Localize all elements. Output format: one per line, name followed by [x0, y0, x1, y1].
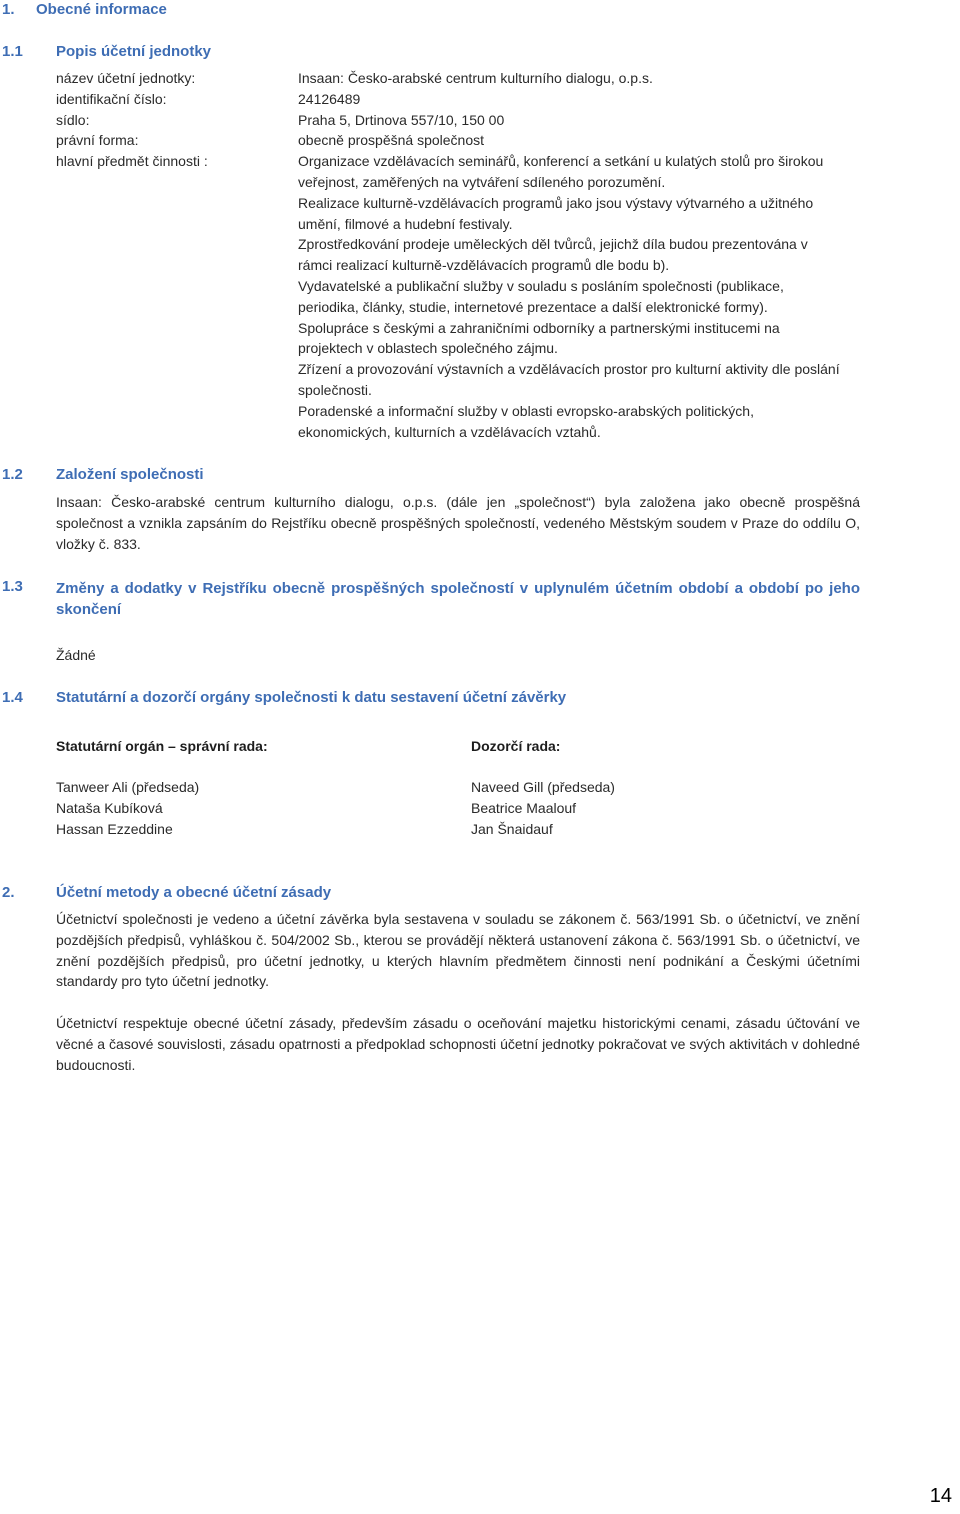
section-2-heading	[2, 884, 502, 904]
supervisory-board-title: Dozorčí rada:	[471, 738, 561, 754]
info-value	[298, 110, 868, 131]
section-number: 1.1	[2, 43, 23, 60]
activity-item: Vydavatelské a publikační služby v souladu s posláním společnosti (publikace, periodika, články, studie, internetové prezentace a další elektronické formy).	[298, 277, 784, 315]
statutory-members	[56, 777, 268, 839]
section-number: 1.4	[2, 689, 23, 706]
member-name: Naveed Gill (předseda)	[471, 779, 615, 795]
info-row-id	[56, 89, 876, 110]
section-number: 1.2	[2, 466, 23, 483]
activity-item: Realizace kulturně-vzdělávacích programů jako jsou výstavy výtvarného a užitného umění, filmové a hudební festivaly.	[298, 194, 814, 232]
section-title: Založení společnosti	[56, 466, 204, 483]
info-label: identifikační číslo:	[56, 90, 167, 107]
section-number: 1.	[2, 1, 15, 18]
member-name: Tanweer Ali (předseda)	[56, 779, 200, 795]
entity-info-table	[56, 68, 876, 442]
section-1-2-heading	[2, 466, 402, 486]
section-title: Účetní metody a obecné účetní zásady	[56, 884, 332, 901]
supervisory-board	[471, 736, 615, 839]
info-row-seat	[56, 110, 876, 131]
info-label: právní forma:	[56, 132, 139, 149]
member-name: Hassan Ezzeddine	[56, 820, 173, 837]
activity-item: Organizace vzdělávacích seminářů, konferencí a setkání u kulatých stolů pro širokou veřejnost, zaměřených na vytváření sdíleného porozumění.	[298, 153, 824, 190]
info-value	[298, 130, 868, 151]
section-1-3-heading	[2, 578, 862, 622]
statutory-body	[56, 736, 268, 839]
info-row-main-activity	[56, 151, 876, 442]
section-title: Popis účetní jednotky	[56, 43, 212, 60]
accounting-principles-paragraph: Účetnictví respektuje obecné účetní zásady, především zásadu o oceňování majetku historickými cenami, zásadu účtování ve věcné a časové souvislosti, zásadu opatrnosti a předpoklad schopnosti účetní jednotky pokračovat ve svých aktivitách v dohledné budoucnosti.	[56, 1015, 860, 1073]
page-number: 14	[929, 1485, 952, 1507]
info-value-line: obecně prospěšná společnost	[298, 132, 485, 149]
info-row-name	[56, 68, 876, 89]
activity-item: Zprostředkování prodeje uměleckých děl tvůrců, jejichž díla budou prezentována v rámci realizací kulturně-vzdělávacích programů dle bodu b).	[298, 236, 808, 274]
info-value-line: Insaan: Česko-arabské centrum kulturního dialogu, o.p.s.	[298, 70, 653, 86]
changes-text: Žádné	[56, 647, 96, 663]
activity-item: Poradenské a informační služby v oblasti evropsko-arabských politických, ekonomických, kulturních a vzdělávacích vztahů.	[298, 402, 754, 440]
section-1-1-heading	[2, 43, 402, 63]
section-1-4-heading	[2, 689, 702, 709]
info-value	[298, 68, 868, 89]
member-name: Jan Šnaidauf	[471, 820, 553, 837]
info-row-legal-form	[56, 130, 876, 151]
section-number: 2.	[2, 884, 15, 901]
supervisory-members	[471, 777, 615, 839]
section-title: Obecné informace	[36, 1, 167, 18]
member-name: Nataša Kubíková	[56, 799, 163, 816]
info-value-line: 24126489	[298, 90, 361, 107]
founding-paragraph: Insaan: Česko-arabské centrum kulturního dialogu, o.p.s. (dále jen „společnost“) byla založena jako obecně prospěšná společnost a vznikla zapsáním do Rejstříku obecně prospěšných společností, vedeného Městským soudem v Praze do oddílu O, vložky č. 833.	[56, 494, 860, 552]
info-value	[298, 89, 868, 110]
section-number: 1.3	[2, 578, 23, 595]
member-name: Beatrice Maalouf	[471, 799, 577, 816]
info-label: sídlo:	[56, 111, 90, 128]
statutory-body-title: Statutární orgán – správní rada:	[56, 738, 268, 754]
activity-item: Spolupráce s českými a zahraničními odborníky a partnerskými institucemi na projektech v oblastech společného zájmu.	[298, 319, 780, 357]
section-title: Změny a dodatky v Rejstříku obecně prospěšných společností v uplynulém účetním období a období po jeho skončení	[56, 580, 860, 618]
info-value-line: Praha 5, Drtinova 557/10, 150 00	[298, 111, 505, 128]
activity-item: Zřízení a provozování výstavních a vzdělávacích prostor pro kulturní aktivity dle poslání společnosti.	[298, 361, 840, 398]
info-value	[298, 151, 843, 442]
info-label: název účetní jednotky:	[56, 70, 196, 86]
info-label: hlavní předmět činnosti :	[56, 153, 208, 170]
section-title: Statutární a dozorčí orgány společnosti k datu sestavení účetní závěrky	[56, 689, 567, 706]
section-1-heading	[2, 1, 302, 21]
accounting-paragraph: Účetnictví společnosti je vedeno a účetní závěrka byla sestavena v souladu se zákonem č. 563/1991 Sb. o účetnictví, ve znění pozdějších předpisů, vyhláškou č. 504/2002 Sb., kterou se provádějí některá ustanovení zákona č. 563/1991 Sb. o účetnictví, ve znění pozdějších předpisů, pro účetní jednotky, u kterých hlavním předmětem činnosti není podnikání a Českými účetními standardy pro tyto účetní jednotky.	[56, 911, 860, 990]
